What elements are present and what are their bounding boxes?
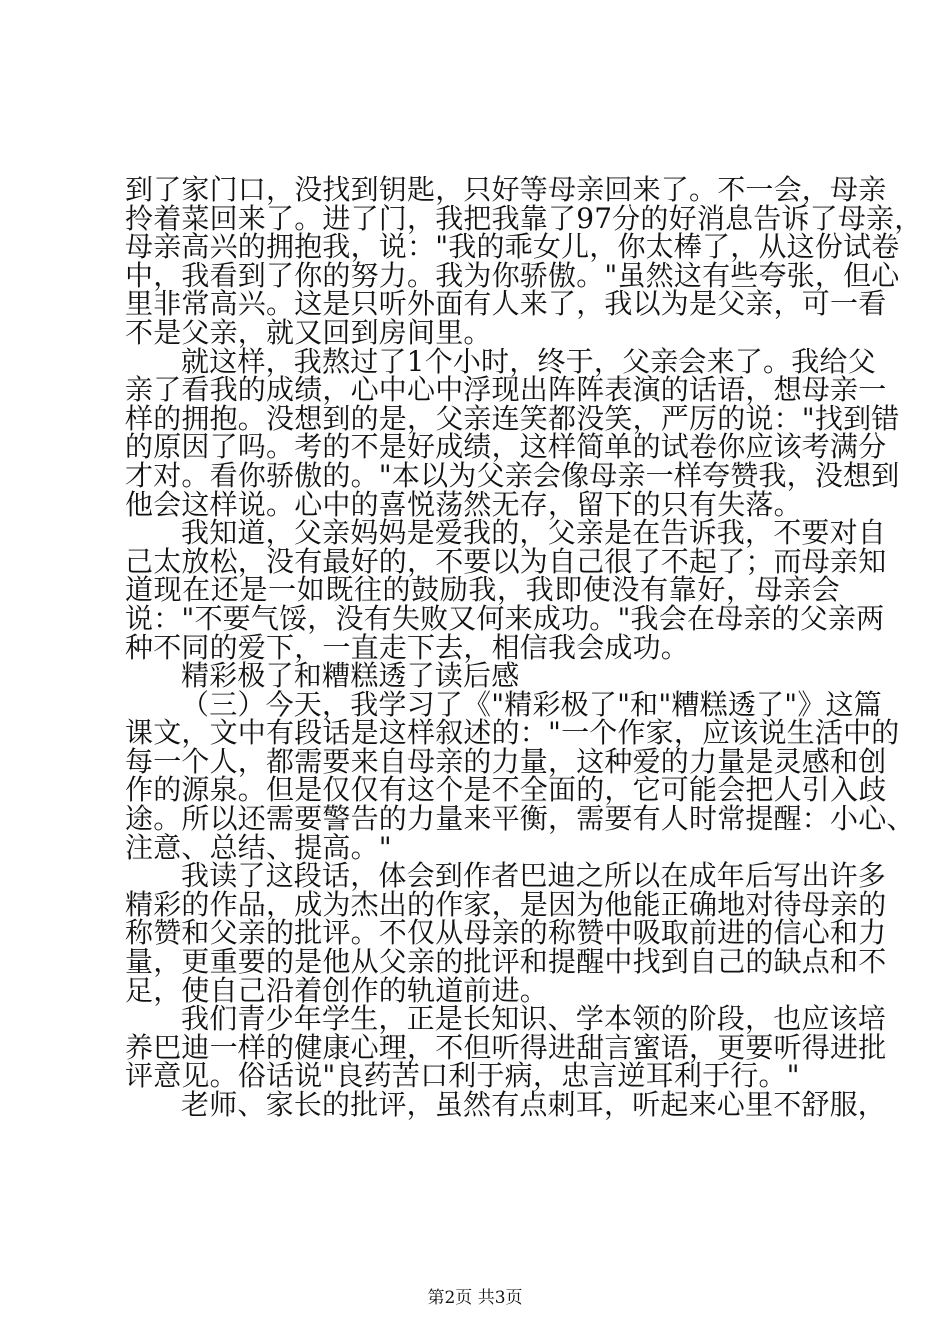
text-line: 就这样，我熬过了1个小时，终于，父亲会来了。我给父 <box>181 344 876 378</box>
text-line: 的原因了吗。考的不是好成绩，这样简单的试卷你应该考满分 <box>125 430 887 464</box>
text-line: 他会这样说。心中的喜悦荡然无存，留下的只有失落。 <box>125 487 802 521</box>
text-line: 养巴迪一样的健康心理，不但听得进甜言蜜语，更要听得进批 <box>125 1030 887 1064</box>
text-line: 才对。看你骄傲的。"本以为父亲会像母亲一样夸赞我，没想到 <box>125 458 900 492</box>
text-line: 精彩的作品，成为杰出的作家，是因为他能正确地对待母亲的 <box>125 887 887 921</box>
text-line: 到了家门口，没找到钥匙，只好等母亲回来了。不一会，母亲 <box>125 173 887 206</box>
text-line: （三）今天，我学习了《"精彩极了"和"糟糕透了"》这篇 <box>181 687 882 721</box>
text-line: 评意见。俗话说"良药苦口利于病，忠言逆耳利于行。" <box>125 1059 800 1093</box>
text-line: 量，更重要的是他从父亲的批评和提醒中找到自己的缺点和不 <box>125 945 887 979</box>
text-line: 课文，文中有段话是这样叙述的："一个作家，应该说生活中的 <box>125 716 900 750</box>
text-line: 作的源泉。但是仅仅有这个是不全面的，它可能会把人引入歧 <box>125 773 887 807</box>
text-line: 不是父亲，就又回到房间里。 <box>125 315 492 349</box>
text-line: 精彩极了和糟糕透了读后感 <box>181 659 520 693</box>
page-footer: 第2页 共3页 <box>427 1288 523 1308</box>
text-line: 足，使自己沿着创作的轨道前进。 <box>125 973 549 1007</box>
text-line: 亲了看我的成绩，心中心中浮现出阵阵表演的话语，想母亲一 <box>125 373 887 407</box>
text-line: 途。所以还需要警告的力量来平衡，需要有人时常提醒：小心、 <box>125 802 915 836</box>
text-line: 我们青少年学生，正是长知识、学本领的阶段，也应该培 <box>181 1002 887 1036</box>
text-line: 样的拥抱。没想到的是，父亲连笑都没笑，严厉的说："找到错 <box>125 401 900 435</box>
text-line: 己太放松，没有最好的，不要以为自己很了不起了；而母亲知 <box>125 544 887 578</box>
text-line: 每一个人，都需要来自母亲的力量，这种爱的力量是灵感和创 <box>125 744 887 778</box>
text-line: 拎着菜回来了。进了门，我把我靠了97分的好消息告诉了母亲， <box>125 201 923 235</box>
text-line: 母亲高兴的拥抱我，说："我的乖女儿，你太棒了，从这份试卷 <box>125 230 900 264</box>
text-line: 老师、家长的批评，虽然有点刺耳，听起来心里不舒服， <box>181 1088 887 1121</box>
text-line: 说："不要气馁，没有失败又何来成功。"我会在母亲的父亲两 <box>125 601 885 635</box>
text-line: 种不同的爱下，一直走下去，相信我会成功。 <box>125 630 690 664</box>
text-line: 称赞和父亲的批评。不仅从母亲的称赞中吸取前进的信心和力 <box>125 916 887 950</box>
text-line: 注意、总结、提高。" <box>125 830 392 864</box>
text-line: 我知道，父亲妈妈是爱我的，父亲是在告诉我，不要对自 <box>181 516 887 550</box>
text-line: 我读了这段话，体会到作者巴迪之所以在成年后写出许多 <box>181 859 887 893</box>
document-body <box>125 173 923 1121</box>
text-line: 道现在还是一如既往的鼓励我，我即使没有靠好，母亲会 <box>125 573 840 607</box>
text-line: 中，我看到了你的努力。我为你骄傲。"虽然这有些夸张，但心 <box>125 258 900 292</box>
text-line: 里非常高兴。这是只听外面有人来了，我以为是父亲，可一看 <box>125 287 887 321</box>
